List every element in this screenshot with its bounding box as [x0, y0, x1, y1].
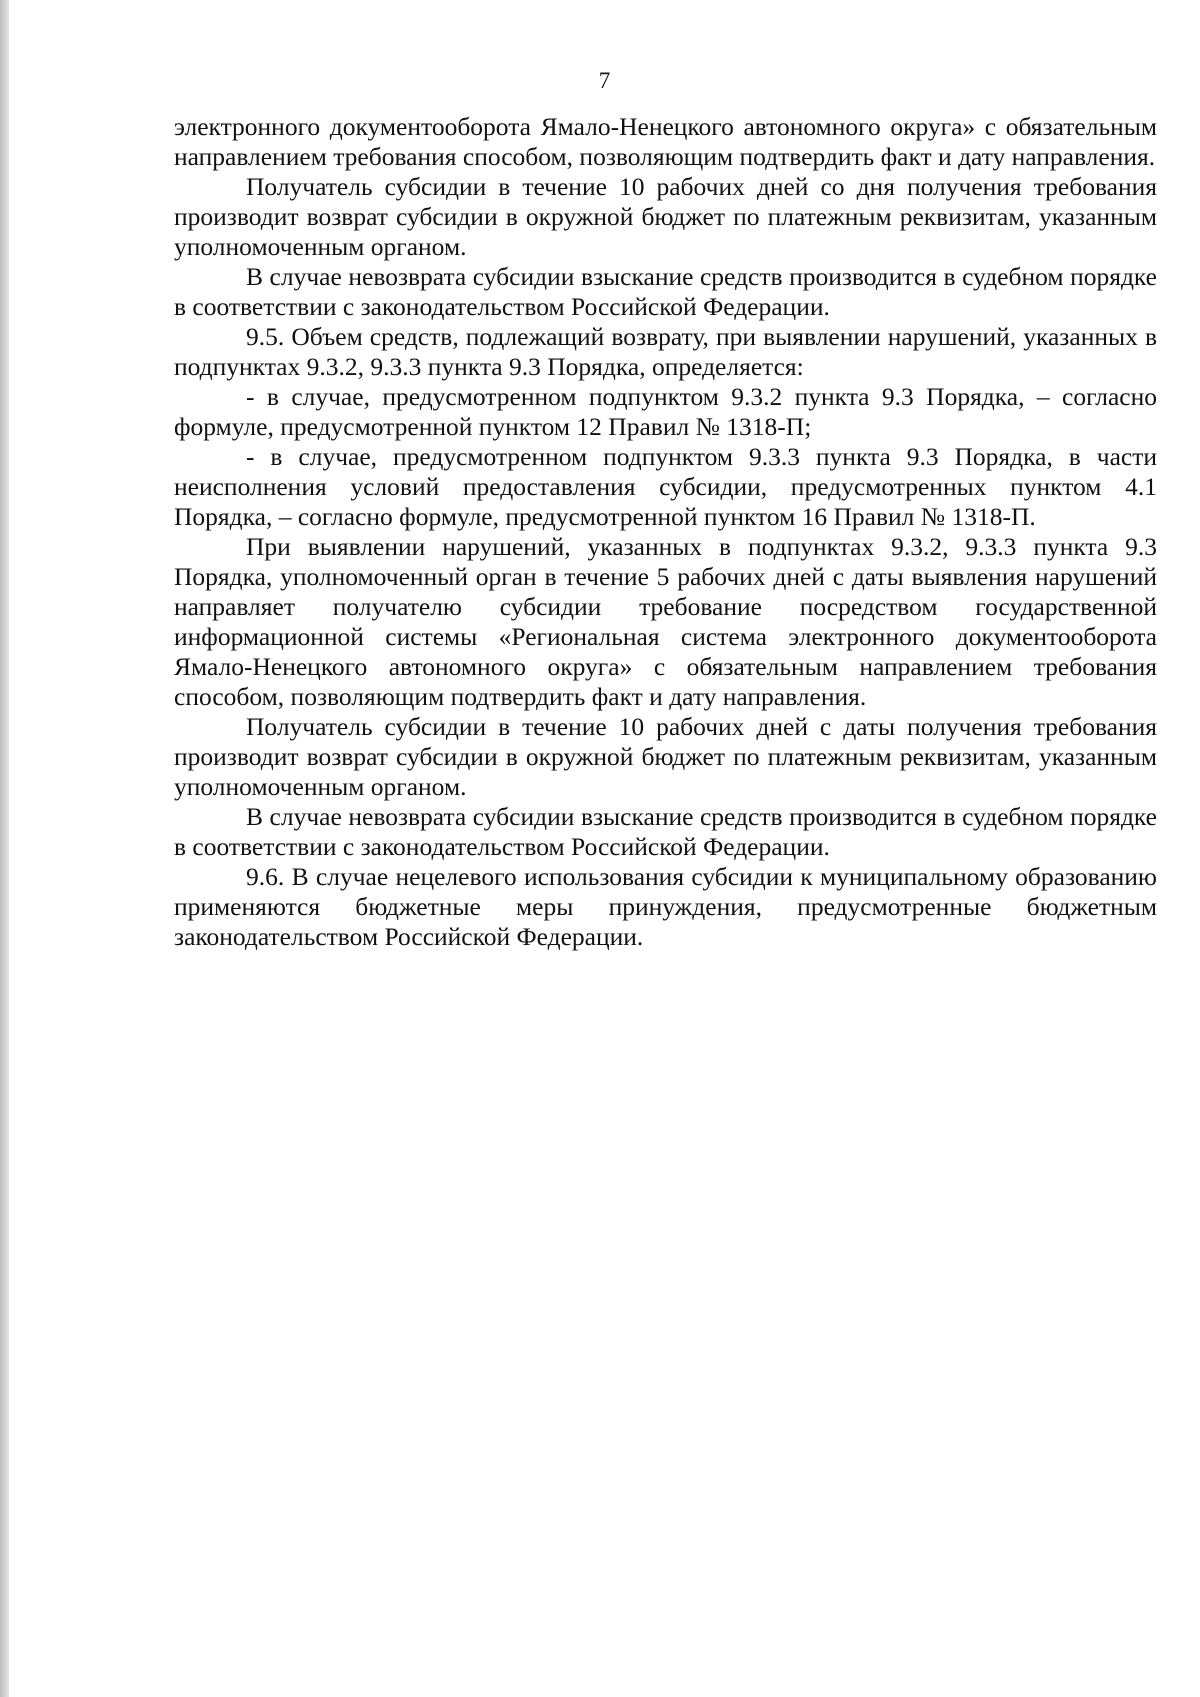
paragraph-continuation: электронного документооборота Ямало-Ненецкого автономного округа» с обязательным направлением требования способом, позволяющим подтвердить факт и дату направления.: [174, 112, 1157, 171]
paragraph-court-recovery: В случае невозврата субсидии взыскание средств производится в судебном порядке в соответствии с законодательством Российской Федерации.: [174, 262, 1157, 321]
paragraph-9-6: 9.6. В случае нецелевого использования субсидии к муниципальному образованию применяются бюджетные меры принуждения, предусмотренные бюджетным законодательством Российской Федерации.: [174, 862, 1157, 951]
paragraph-9-5: 9.5. Объем средств, подлежащий возврату, при выявлении нарушений, указанных в подпунктах 9.3.2, 9.3.3 пункта 9.3 Порядка, определяется:: [174, 322, 1157, 381]
page-number: 7: [598, 68, 611, 93]
paragraph-refund-deadline: Получатель субсидии в течение 10 рабочих дней со дня получения требования производит возврат субсидии в окружной бюджет по платежным реквизитам, указанным уполномоченным органом.: [174, 172, 1157, 261]
paragraph-9-5-item-1: - в случае, предусмотренном подпунктом 9.3.2 пункта 9.3 Порядка, – согласно формуле, предусмотренной пунктом 12 Правил № 1318-П;: [174, 382, 1157, 441]
document-page: [9, 0, 1200, 1697]
paragraph-refund-deadline-2: Получатель субсидии в течение 10 рабочих дней с даты получения требования производит возврат субсидии в окружной бюджет по платежным реквизитам, указанным уполномоченным органом.: [174, 712, 1157, 801]
paragraph-violation-notice: При выявлении нарушений, указанных в подпунктах 9.3.2, 9.3.3 пункта 9.3 Порядка, уполномоченный орган в течение 5 рабочих дней с даты выявления нарушений направляет получателю субсидии требование посредством государственной информационной системы «Региональная система электронного документооборота Ямало-Ненецкого автономного округа» с обязательным направлением требования способом, позволяющим подтвердить факт и дату направления.: [174, 532, 1157, 711]
paragraph-9-5-item-2: - в случае, предусмотренном подпунктом 9.3.3 пункта 9.3 Порядка, в части неисполнения условий предоставления субсидии, предусмотренных пунктом 4.1 Порядка, – согласно формуле, предусмотренной пунктом 16 Правил № 1318-П.: [174, 442, 1157, 531]
document-body: [174, 112, 1157, 952]
paragraph-court-recovery-2: В случае невозврата субсидии взыскание средств производится в судебном порядке в соответствии с законодательством Российской Федерации.: [174, 802, 1157, 861]
scan-edge-shadow: [0, 0, 9, 1697]
